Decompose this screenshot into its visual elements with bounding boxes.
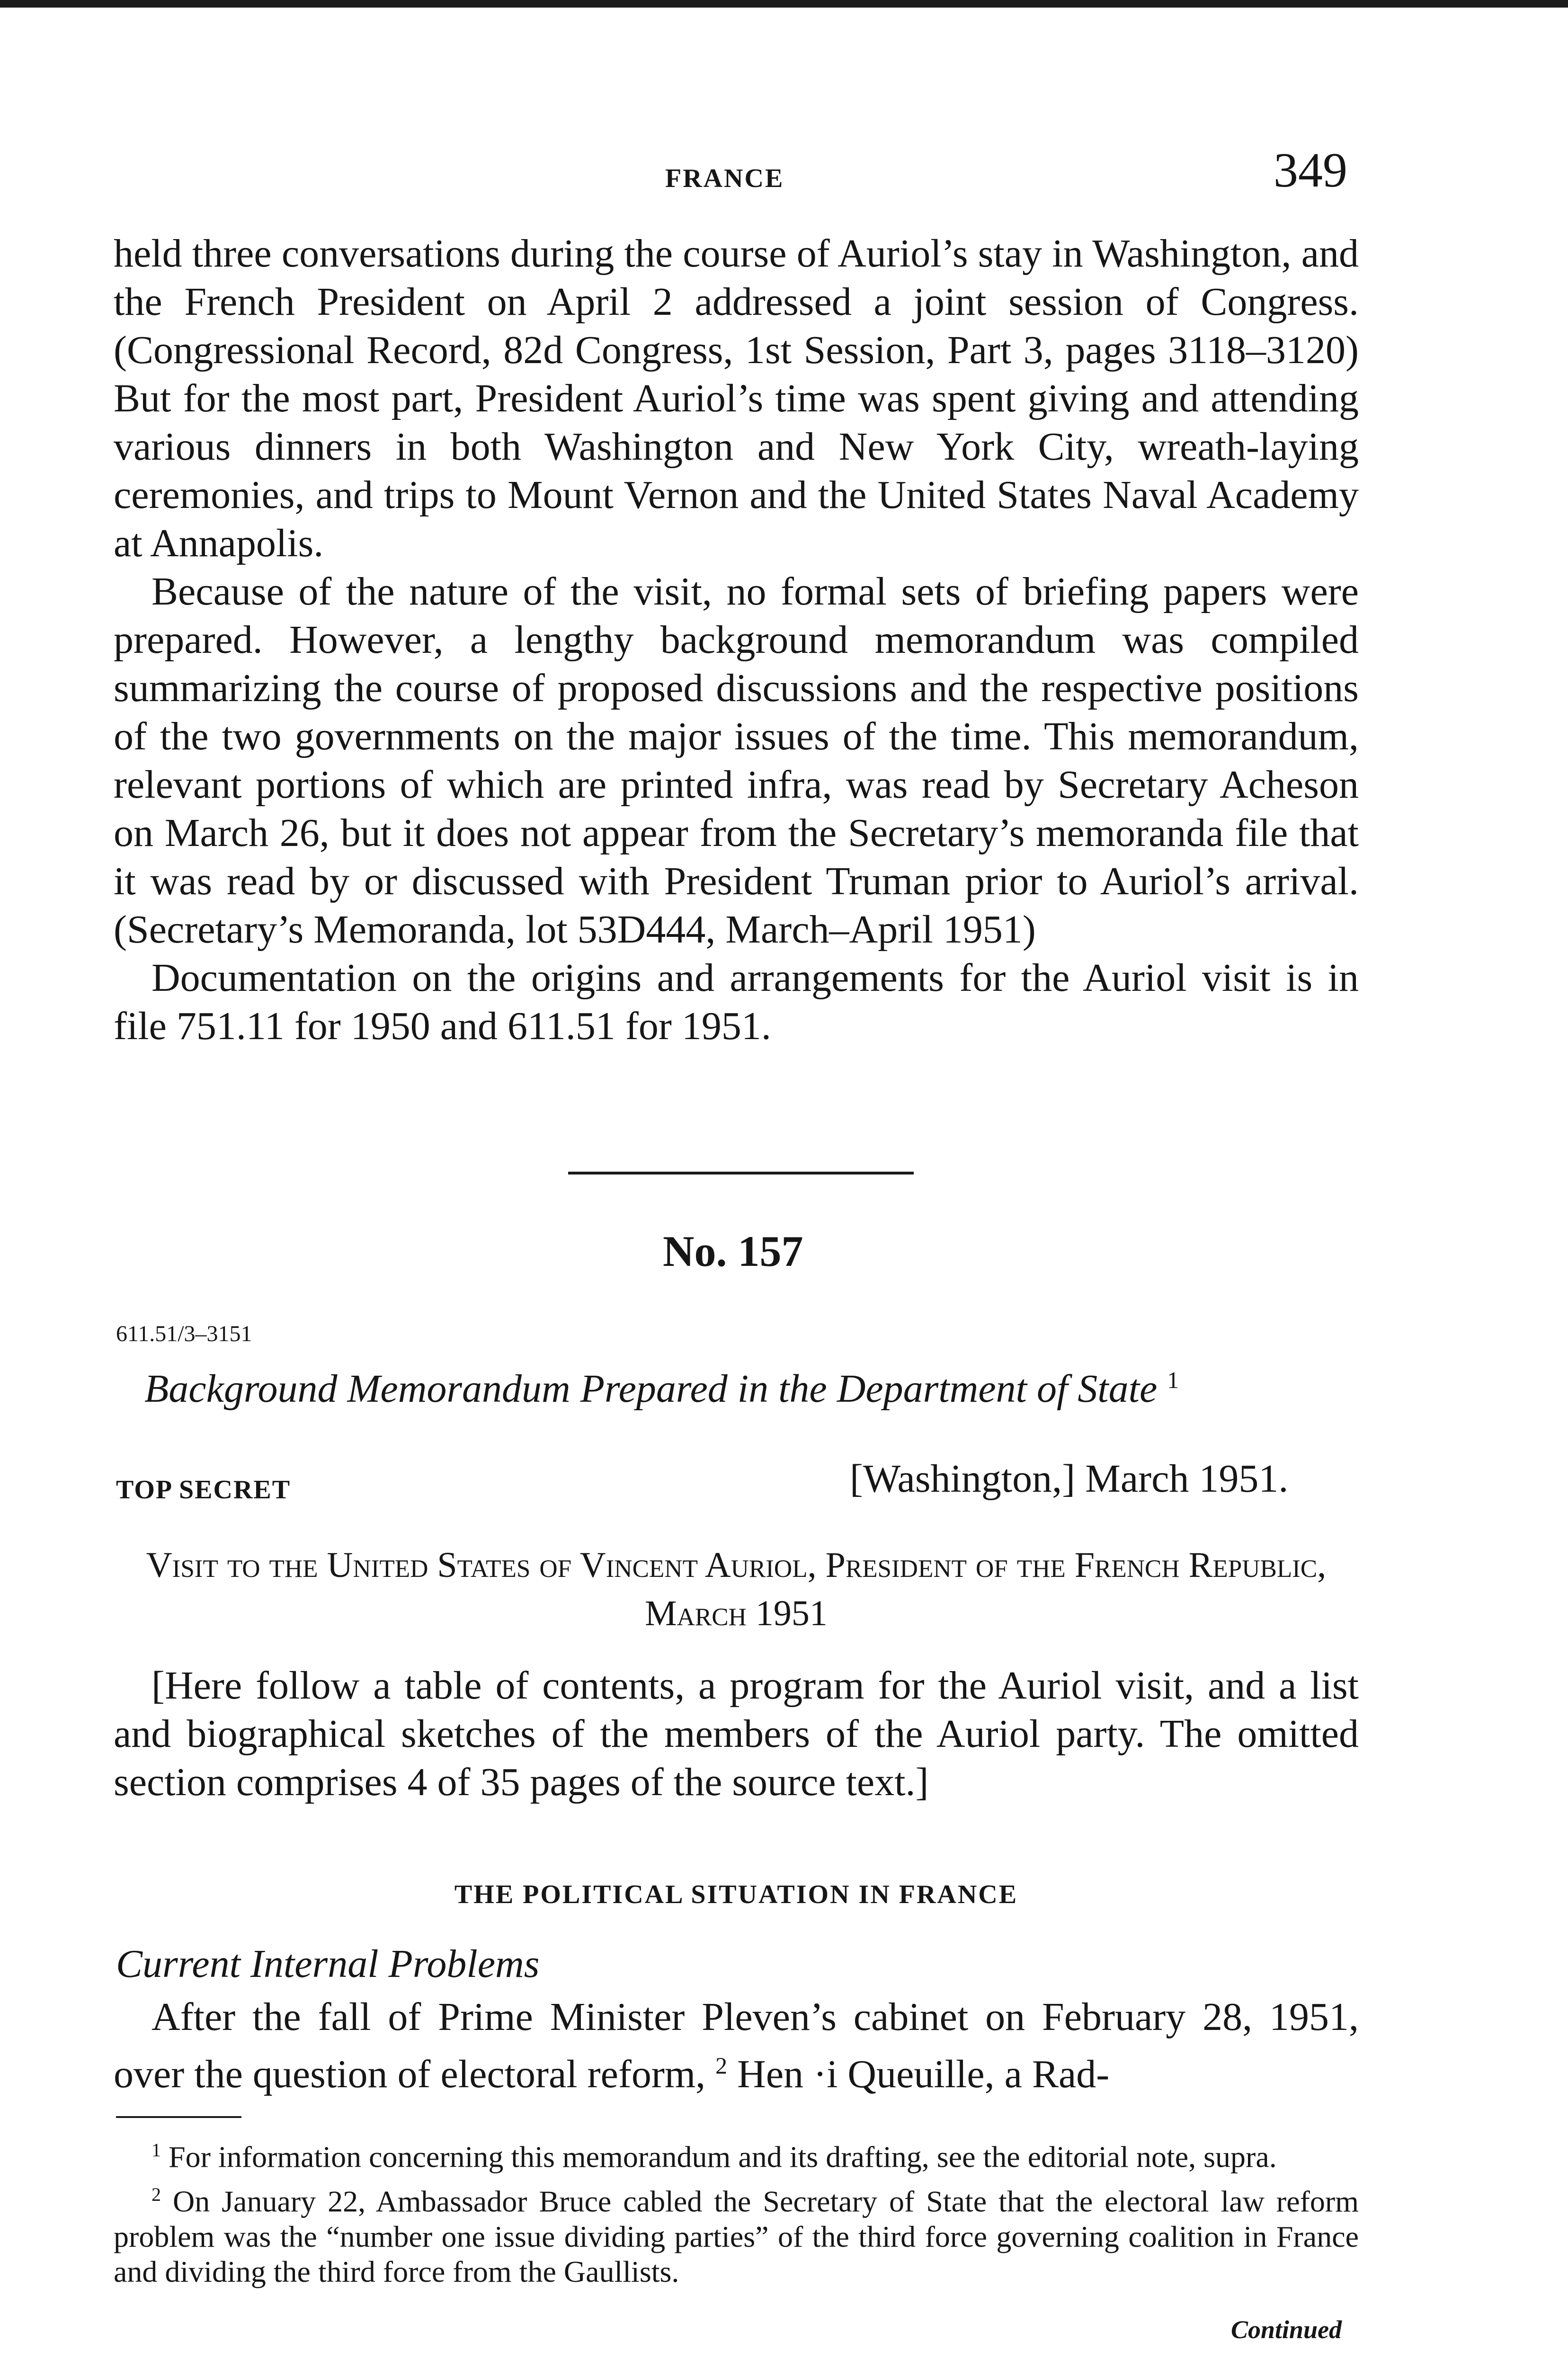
footnote [114, 2133, 1359, 2174]
continued-label: Continued [1231, 2315, 1342, 2344]
body-paragraph [114, 1993, 1359, 2099]
footnote-ref: 1 [1167, 1367, 1179, 1393]
running-head: FRANCE [665, 164, 784, 193]
section-divider [568, 1172, 914, 1175]
footnote-marker: 1 [151, 2139, 161, 2161]
document-number: No. 157 [663, 1227, 803, 1275]
footnote-text: On January 22, Ambassador Bruce cabled the Secretary of State that the electoral law reform problem was the “number one issue dividing parties” of the third force governing coalition in France and dividing the third force from the Gaullists. [114, 2184, 1359, 2288]
footnote-text: For information concerning this memorandum and its drafting, see the editorial note, supra. [169, 2140, 1277, 2174]
footnote-divider [116, 2116, 241, 2118]
footnotes [114, 2133, 1359, 2292]
intro-paragraph: Documentation on the origins and arrangements for the Auriol visit is in file 751.11 for 1950 and 611.51 for 1951. [114, 956, 1359, 1048]
dateline: [Washington,] March 1951. [850, 1457, 1289, 1501]
file-number: 611.51/3–3151 [116, 1321, 252, 1346]
subheading: Current Internal Problems [116, 1942, 540, 1986]
body-text-after-ref: Hen ·i Queuille, a Rad- [737, 2052, 1110, 2096]
classification-marking: TOP SECRET [116, 1475, 291, 1504]
footnote-marker: 2 [151, 2184, 161, 2206]
document-title-text: Background Memorandum Prepared in the Department of State [144, 1367, 1158, 1411]
intro-paragraph: Because of the nature of the visit, no formal sets of briefing papers were prepared. However, a lengthy background memorandum was compiled summarizing the course of proposed discussions and the respective positions of the two governments on the major issues of the time. This memorandum, relevant portions of which are printed infra, was read by Secretary Acheson on March 26, but it does not appear from the Secretary’s memoranda file that it was read by or discussed with President Truman prior to Auriol’s arrival. (Secretary’s Memoranda, lot 53D444, March–April 1951) [114, 570, 1359, 952]
body-text-before-ref: After the fall of Prime Minister Pleven’s cabinet on February 28, 1951, over the question of electoral reform, [114, 1995, 1359, 2096]
document-title [144, 1366, 1179, 1412]
intro-paragraph: held three conversations during the course of Auriol’s stay in Washington, and the French President on April 2 addressed a joint session of Congress. (Congressional Record, 82d Congress, 1st Session, Part 3, pages 3118–3120) But for the most part, President Auriol’s time was spent giving and attending various dinners in both Washington and New York City, wreath-laying ceremonies, and trips to Mount Vernon and the United States Naval Academy at Annapolis. [114, 231, 1359, 565]
footnote [114, 2177, 1359, 2289]
page-top-edge [0, 0, 1568, 8]
visit-heading: Visit to the United States of Vincent Auriol, President of the French Republic, March 1951 [146, 1545, 1327, 1633]
intro-text [114, 230, 1359, 1050]
editorial-note: [Here follow a table of contents, a program for the Auriol visit, and a list and biographical sketches of the members of the Auriol party. The omitted section comprises 4 of 35 pages of the source text.] [114, 1664, 1359, 1804]
footnote-ref: 2 [715, 2052, 728, 2079]
page-number: 349 [1274, 143, 1347, 197]
section-heading: THE POLITICAL SITUATION IN FRANCE [454, 1880, 1018, 1909]
